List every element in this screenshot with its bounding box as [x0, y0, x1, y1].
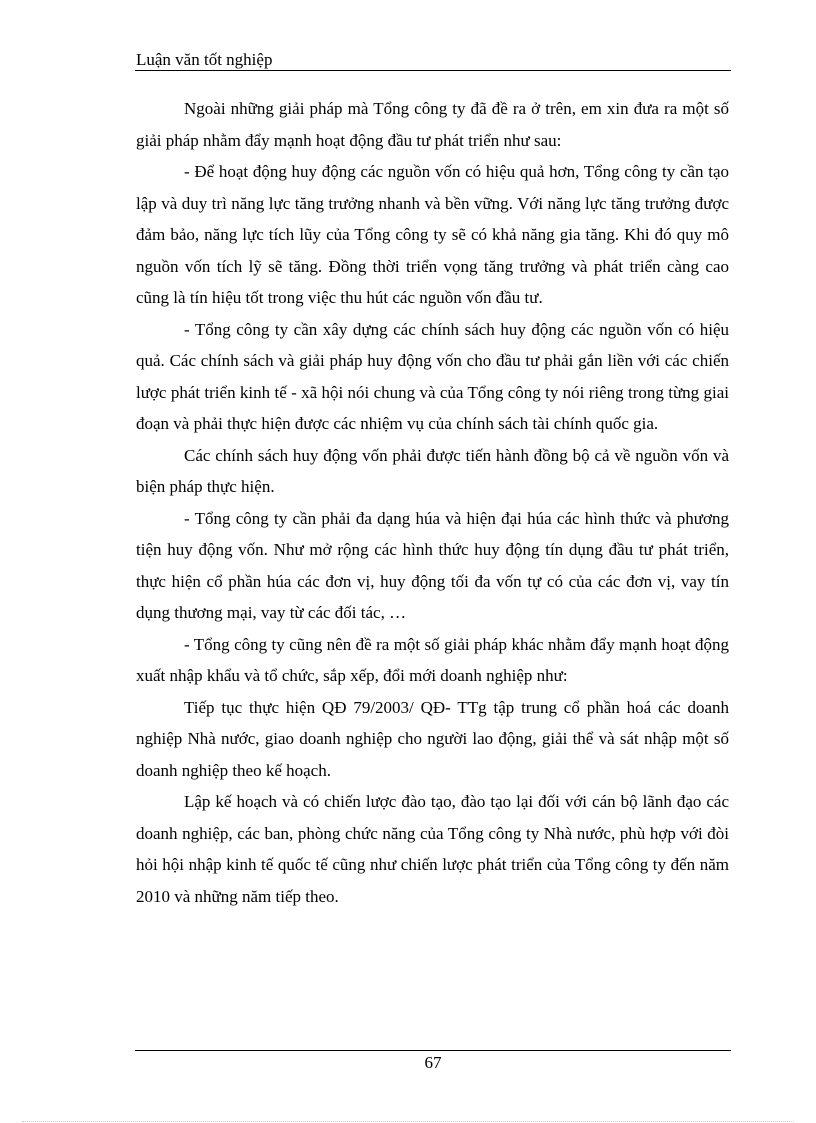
footer-divider [135, 1050, 731, 1051]
header-divider [135, 70, 731, 71]
page-number: 67 [424, 1053, 442, 1072]
paragraph-diversification: - Tổng công ty cần phải đa dạng húa và hiện đại húa các hình thức và phương tiện huy động vốn. Như mở rộng các hình thức huy động tín dụng đầu tư phát triển, thực hiện cổ phần húa các đơn vị, huy động tối đa vốn tự có của các đơn vị, vay tín dụng thương mại, vay từ các đối tác, … [136, 508, 729, 622]
document-body [136, 93, 729, 912]
paragraph-intro: Ngoài những giải pháp mà Tổng công ty đã đề ra ở trên, em xin đưa ra một số giải pháp nhằm đẩy mạnh hoạt động đầu tư phát triển như sau: [136, 99, 729, 150]
paragraph-capital-policies: - Tổng công ty cần xây dựng các chính sách huy động các nguồn vốn có hiệu quả. Các chính sách và giải pháp huy động vốn cho đầu tư phải gắn liền với các chiến lược phát triển kinh tế - xã hội nói chung và của Tổng công ty nói riêng trong từng giai đoạn và phải thực hiện được các nhiệm vụ của chính sách tài chính quốc gia. [136, 319, 729, 433]
paragraph-equitization: Tiếp tục thực hiện QĐ 79/2003/ QĐ- TTg tập trung cổ phần hoá các doanh nghiệp Nhà nước, giao doanh nghiệp cho người lao động, giải thể và sát nhập một số doanh nghiệp theo kế hoạch. [136, 697, 729, 780]
page-edge-dotted-line [22, 1121, 794, 1122]
paragraph-capital-mobilization: - Để hoạt động huy động các nguồn vốn có hiệu quả hơn, Tổng công ty cần tạo lập và duy trì năng lực tăng trưởng nhanh và bền vững. Với năng lực tăng trưởng được đảm bảo, năng lực tích lũy của Tổng công ty sẽ có khả năng gia tăng. Khi đó quy mô nguồn vốn tích lỹ sẽ tăng. Đồng thời triển vọng tăng trưởng và phát triển càng cao cũng là tín hiệu tốt trong việc thu hút các nguồn vốn đầu tư. [136, 162, 729, 307]
paragraph-training: Lập kế hoạch và có chiến lược đào tạo, đào tạo lại đối với cán bộ lãnh đạo các doanh nghiệp, các ban, phòng chức năng của Tổng công ty Nhà nước, phù hợp với đòi hỏi hội nhập kinh tế quốc tế cũng như chiến lược phát triển của Tổng công ty đến năm 2010 và những năm tiếp theo. [136, 792, 729, 906]
paragraph-other-solutions: - Tổng công ty cũng nên đề ra một số giải pháp khác nhằm đẩy mạnh hoạt động xuất nhập khẩu và tổ chức, sắp xếp, đổi mới doanh nghiệp như: [136, 634, 729, 685]
page-header-title: Luận văn tốt nghiệp [136, 50, 273, 69]
paragraph-policy-synchronization: Các chính sách huy động vốn phải được tiến hành đồng bộ cả về nguồn vốn và biện pháp thực hiện. [136, 445, 729, 496]
